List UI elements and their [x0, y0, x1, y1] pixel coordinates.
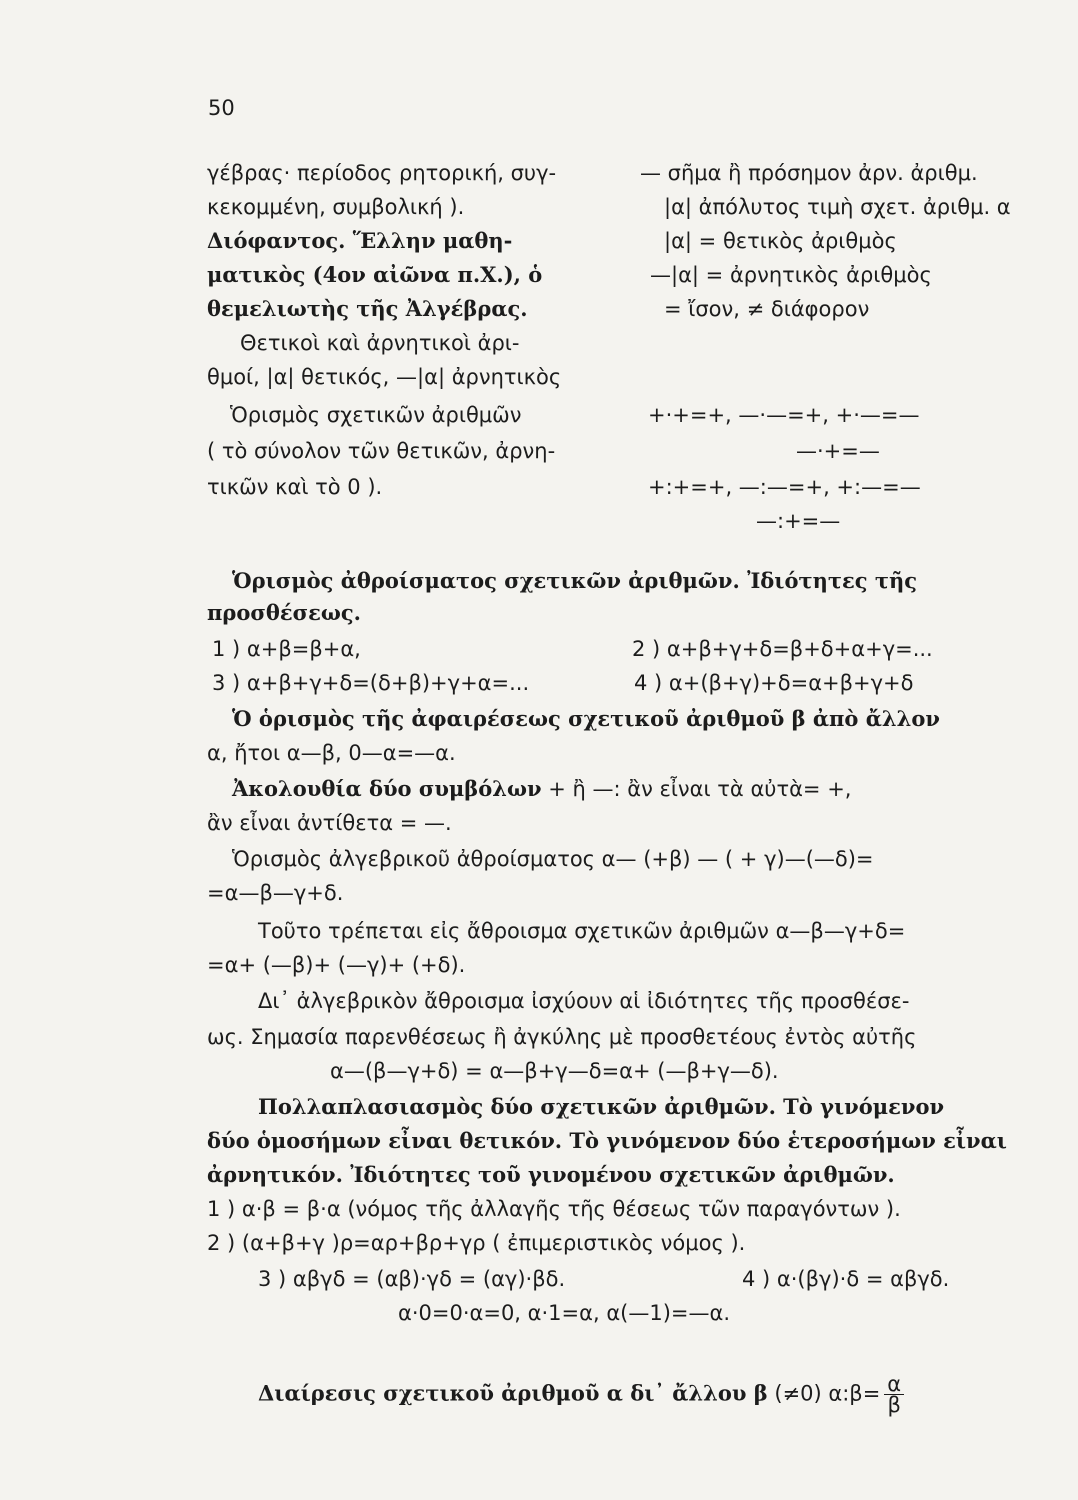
- heading-multiplication-cont: δύο ὁμοσήμων εἶναι θετικόν. Τὸ γινόμενον δύο ἑτεροσήμων εἶναι: [207, 1128, 1007, 1153]
- text-line: Ὁρισμὸς ἀλγεβρικοῦ ἀθροίσματος α— (+β) — ( + γ)—(—δ)=: [232, 847, 874, 871]
- heading-multiplication-cont: ἀρνητικόν. Ἰδιότητες τοῦ γινομένου σχετικῶν ἀριθμῶν.: [207, 1162, 895, 1187]
- text-line: ἂν εἶναι ἀντίθετα = —.: [207, 811, 452, 835]
- sign-sequence-rule: + ἢ —: ἂν εἶναι τὰ αὐτὰ= +,: [541, 777, 852, 801]
- text-line: =α—β—γ+δ.: [207, 881, 344, 905]
- heading-multiplication: Πολλαπλασιασμὸς δύο σχετικῶν ἀριθμῶν. Τὸ γινόμενον: [258, 1094, 945, 1119]
- right-line: |α| ἀπόλυτος τιμὴ σχετ. ἀριθμ. α: [664, 195, 1011, 219]
- left-line: γέβρας· περίοδος ρητορική, συγ-: [207, 161, 557, 185]
- addition-property: 1 ) α+β=β+α,: [212, 637, 361, 661]
- addition-property: 3 ) α+β+γ+δ=(δ+β)+γ+α=...: [212, 671, 530, 695]
- text-line: Δι᾽ ἀλγεβρικὸν ἄθροισμα ἰσχύουν αἱ ἰδιότητες τῆς προσθέσε-: [258, 989, 910, 1013]
- fraction: [884, 1374, 904, 1415]
- division-heading: [258, 1374, 904, 1415]
- addition-property: 2 ) α+β+γ+δ=β+δ+α+γ=...: [632, 637, 933, 661]
- right-line: |α| = θετικὸς ἀριθμὸς: [664, 229, 897, 253]
- heading-sum: Ὁρισμὸς ἀθροίσματος σχετικῶν ἀριθμῶν. Ἰδιότητες τῆς: [232, 568, 918, 593]
- formula-line: α—(β—γ+δ) = α—β+γ—δ=α+ (—β+γ—δ).: [330, 1059, 779, 1083]
- fraction-denominator: β: [887, 1393, 901, 1417]
- multiplication-property: 2 ) (α+β+γ )ρ=αρ+βρ+γρ ( ἐπιμεριστικὸς νόμος ).: [207, 1231, 746, 1255]
- left-line: θμοί, |α| θετικός, —|α| ἀρνητικὸς: [207, 365, 562, 389]
- left-line-bold: θεμελιωτὴς τῆς Ἀλγέβρας.: [207, 296, 528, 321]
- division-formula: (≠0) α:β=: [767, 1381, 881, 1406]
- left-line: κεκομμένη, συμβολική ).: [207, 195, 465, 219]
- left-line: Ὁρισμὸς σχετικῶν ἀριθμῶν: [230, 403, 522, 427]
- addition-property: 4 ) α+(β+γ)+δ=α+β+γ+δ: [634, 671, 914, 695]
- text-line: =α+ (—β)+ (—γ)+ (+δ).: [207, 953, 466, 977]
- left-line: τικῶν καὶ τὸ 0 ).: [207, 475, 383, 499]
- right-line: — σῆμα ἢ πρόσημον ἀρν. ἀριθμ.: [640, 161, 978, 185]
- sign-rule-div: —:+=—: [756, 509, 841, 533]
- page-number: 50: [208, 96, 235, 120]
- multiplication-property: 4 ) α·(βγ)·δ = αβγδ.: [742, 1267, 950, 1291]
- text-line: ως. Σημασία παρενθέσεως ἢ ἀγκύλης μὲ προσθετέους ἐντὸς αὐτῆς: [207, 1025, 917, 1049]
- sign-sequence-title: Ἀκολουθία δύο συμβόλων: [232, 776, 542, 801]
- multiplication-property: 3 ) αβγδ = (αβ)·γδ = (αγ)·βδ.: [258, 1267, 566, 1291]
- sign-rule-div: +:+=+, —:—=+, +:—=—: [648, 475, 921, 499]
- sign-rule-mult: —·+=—: [796, 439, 880, 463]
- sign-sequence: [232, 776, 851, 802]
- subtraction-definition: α, ἤτοι α—β, 0—α=—α.: [207, 741, 456, 765]
- fraction-numerator: α: [884, 1374, 904, 1395]
- right-line: —|α| = ἀρνητικὸς ἀριθμὸς: [650, 263, 932, 287]
- right-line: = ἴσον, ≠ διάφορον: [664, 297, 870, 321]
- sign-rule-mult: +·+=+, —·—=+, +·—=—: [648, 403, 920, 427]
- text-line: Τοῦτο τρέπεται εἰς ἄθροισμα σχετικῶν ἀριθμῶν α—β—γ+δ=: [258, 919, 906, 943]
- division-title: Διαίρεσις σχετικοῦ ἀριθμοῦ α δι᾽ ἄλλου β: [258, 1380, 768, 1406]
- heading-subtraction: Ὁ ὁρισμὸς τῆς ἀφαιρέσεως σχετικοῦ ἀριθμοῦ β ἀπὸ ἄλλον: [232, 706, 940, 731]
- left-line-bold: Διόφαντος. Ἕλλην μαθη-: [207, 228, 513, 253]
- left-line: ( τὸ σύνολον τῶν θετικῶν, ἀρνη-: [207, 439, 556, 463]
- multiplication-identities: α·0=0·α=0, α·1=α, α(—1)=—α.: [398, 1301, 731, 1325]
- heading-sum-cont: προσθέσεως.: [207, 600, 361, 625]
- multiplication-property: 1 ) α·β = β·α (νόμος τῆς ἀλλαγῆς τῆς θέσεως τῶν παραγόντων ).: [207, 1197, 901, 1221]
- left-line-bold: ματικὸς (4ον αἰῶνα π.Χ.), ὁ: [207, 262, 543, 287]
- left-line: Θετικοὶ καὶ ἀρνητικοὶ ἀρι-: [240, 331, 520, 355]
